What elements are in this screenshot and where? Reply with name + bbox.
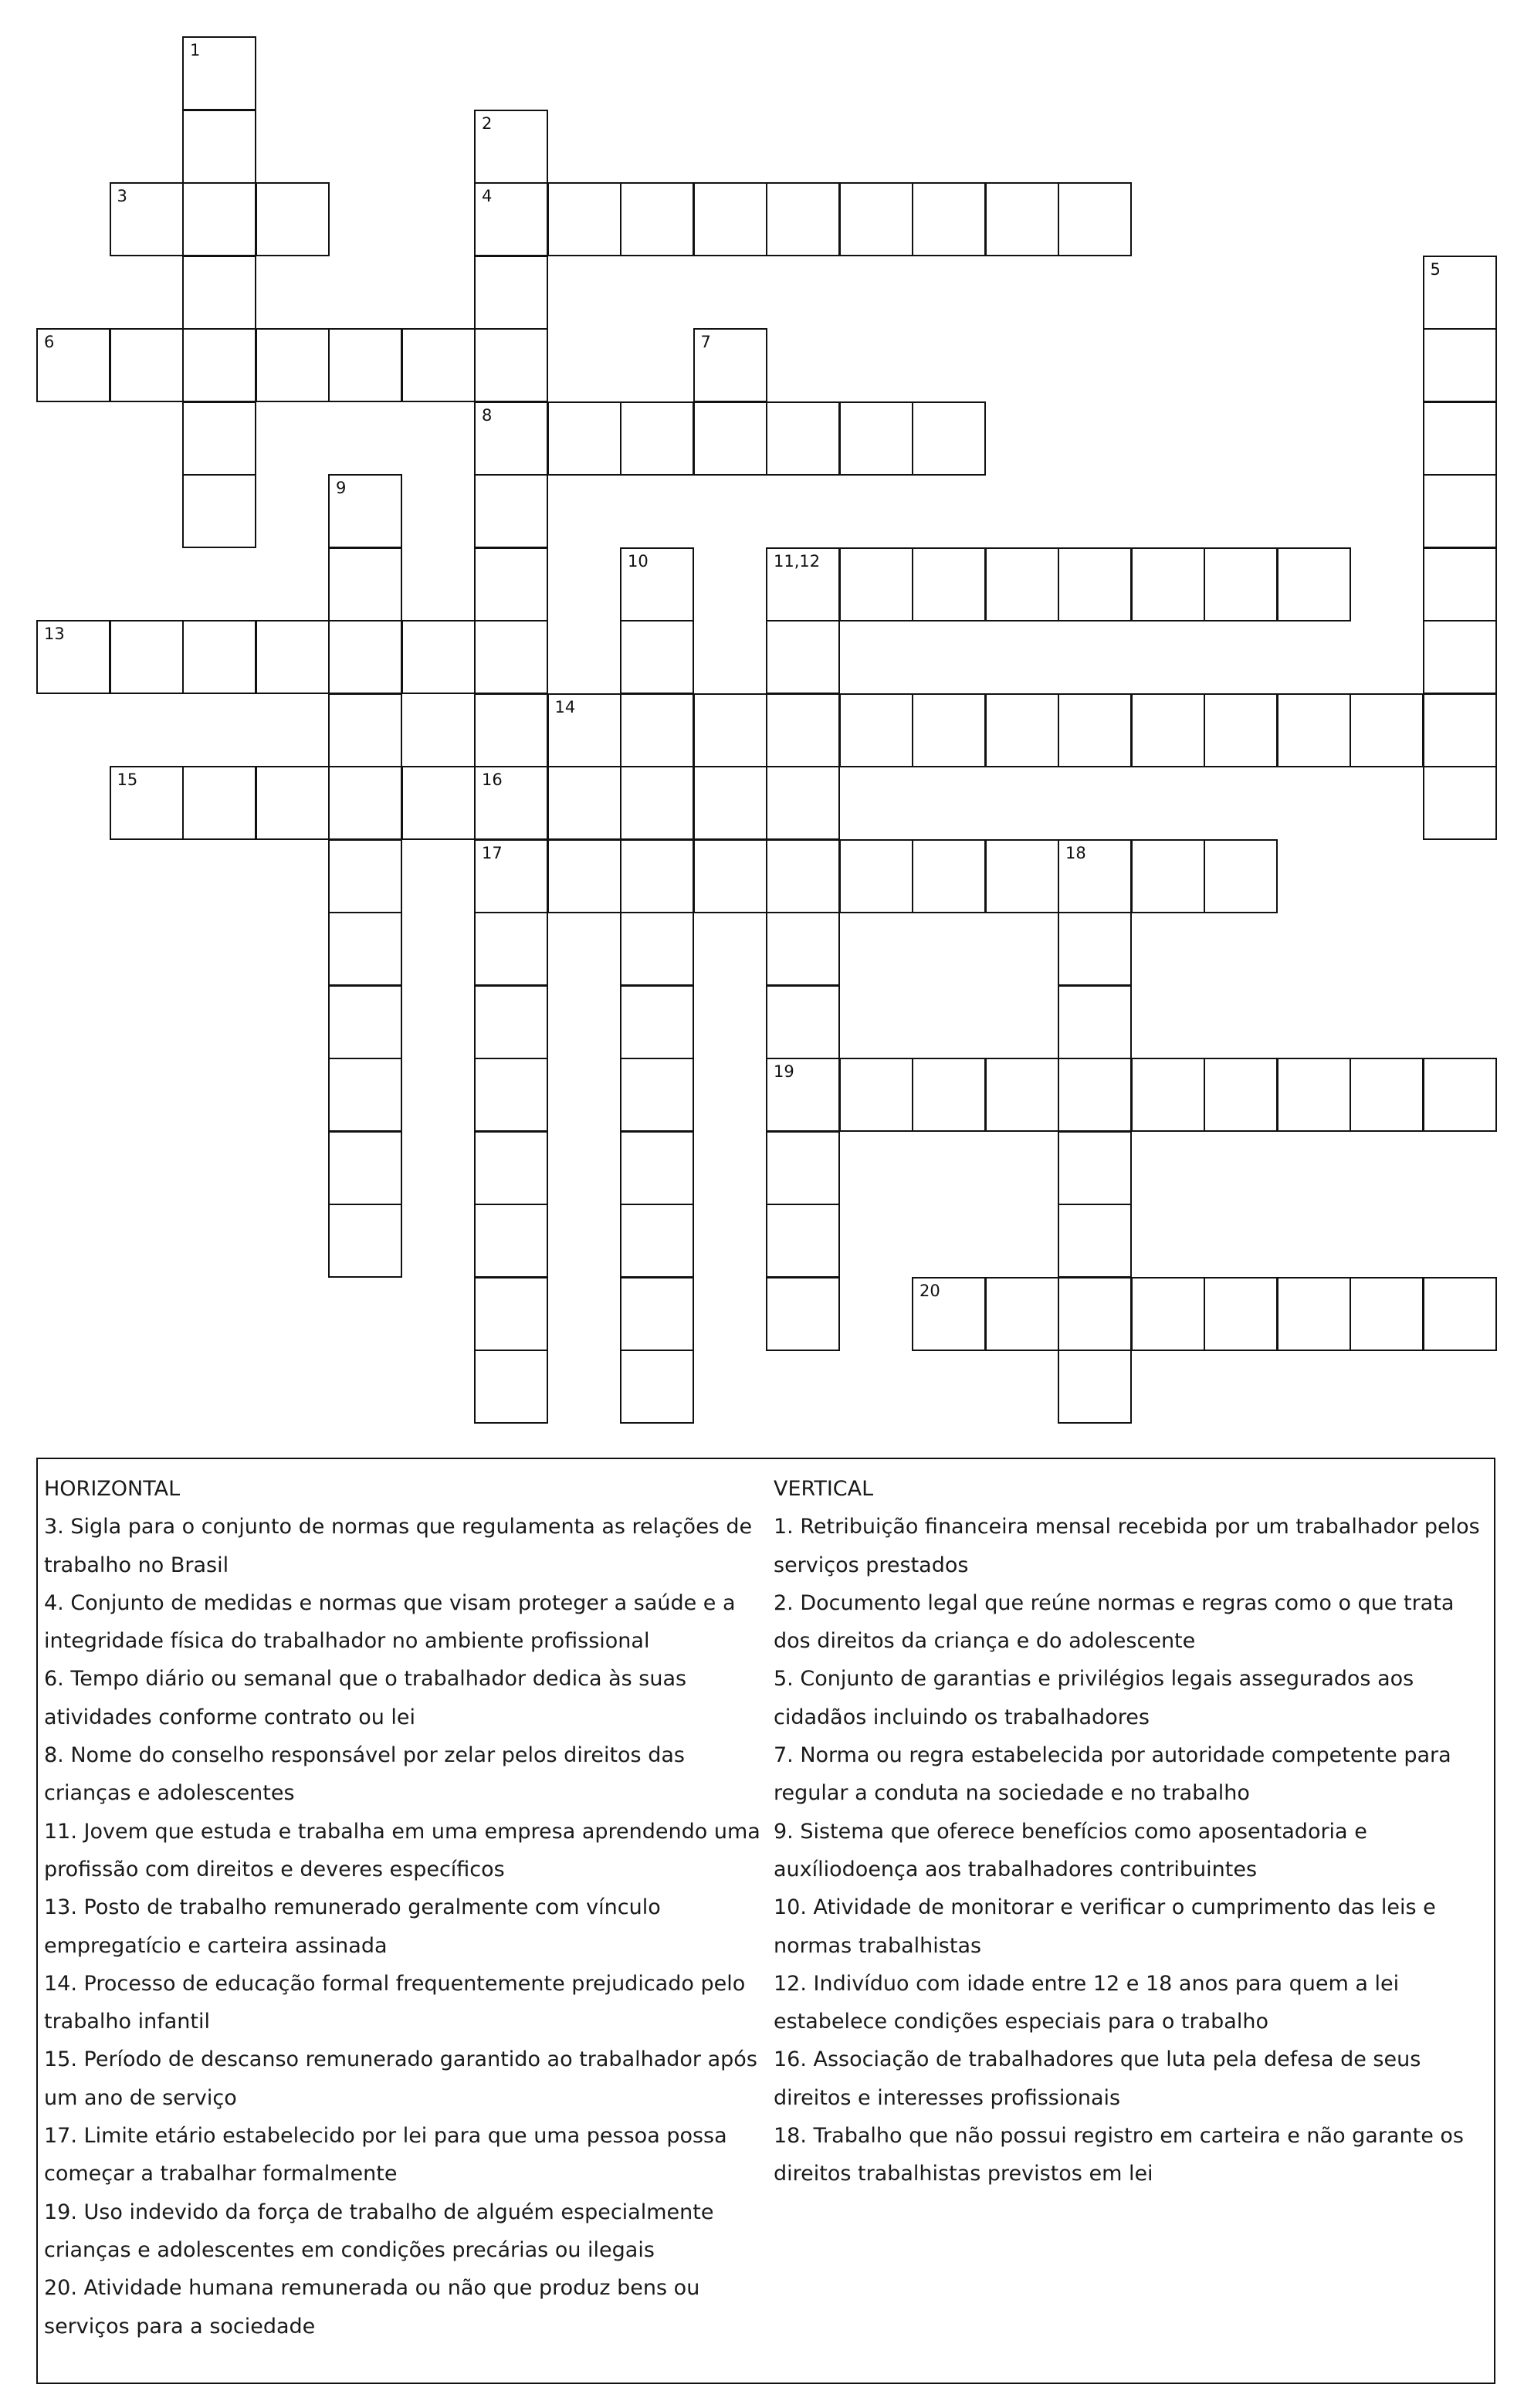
- grid-cell[interactable]: [620, 693, 694, 767]
- grid-cell[interactable]: [912, 839, 986, 913]
- grid-cell[interactable]: [766, 1131, 840, 1205]
- grid-cell[interactable]: [1131, 839, 1205, 913]
- grid-cell[interactable]: [766, 693, 840, 767]
- clue-number: 16: [482, 770, 503, 789]
- clue-v-2: 2. Documento legal que reúne normas e regras como o que trata dos direitos da criança e do adolescente: [774, 1590, 1455, 1654]
- grid-cell[interactable]: [547, 182, 621, 256]
- clue-v-18: 18. Trabalho que não possui registro em carteira e não garante os direitos trabalhistas previstos em lei: [774, 2124, 1464, 2186]
- grid-cell[interactable]: [1423, 693, 1497, 767]
- grid-cell[interactable]: [766, 985, 840, 1059]
- clue-v-5: 5. Conjunto de garantias e privilégios legais assegurados aos cidadãos incluindo os trabalhadores: [774, 1667, 1414, 1729]
- grid-cell[interactable]: [328, 1204, 402, 1278]
- horizontal-heading: HORIZONTAL: [44, 1477, 181, 1501]
- grid-cell[interactable]: [1423, 401, 1497, 476]
- grid-cell[interactable]: [620, 766, 694, 840]
- grid-cell[interactable]: [1131, 1277, 1205, 1351]
- vertical-clues-column: [774, 1470, 1484, 2193]
- grid-cell[interactable]: [1058, 1204, 1132, 1278]
- clue-number: 2: [482, 113, 493, 133]
- grid-cell[interactable]: [766, 912, 840, 986]
- clue-number: 14: [554, 697, 576, 716]
- grid-cell[interactable]: [839, 839, 913, 913]
- grid-cell[interactable]: [985, 1277, 1059, 1351]
- grid-cell[interactable]: [912, 693, 986, 767]
- grid-cell[interactable]: [912, 401, 986, 476]
- clue-number: 19: [774, 1062, 794, 1081]
- grid-cell[interactable]: [912, 182, 986, 256]
- grid-cell[interactable]: [620, 620, 694, 694]
- grid-cell[interactable]: [620, 401, 694, 476]
- clue-h-3: 3. Sigla para o conjunto de normas que regulamenta as relações de trabalho no Brasil: [44, 1515, 753, 1577]
- grid-cell[interactable]: [1058, 1131, 1132, 1205]
- grid-cell[interactable]: [620, 1277, 694, 1351]
- grid-cell[interactable]: [1350, 1058, 1424, 1132]
- grid-cell[interactable]: [474, 1277, 548, 1351]
- grid-cell[interactable]: [839, 182, 913, 256]
- clue-number: 4: [482, 187, 493, 205]
- grid-cell[interactable]: [36, 620, 110, 694]
- grid-cell[interactable]: [1058, 985, 1132, 1059]
- grid-cell[interactable]: [1058, 839, 1132, 913]
- grid-cell[interactable]: [1423, 256, 1497, 330]
- grid-cell[interactable]: [1423, 547, 1497, 621]
- grid-cell[interactable]: [547, 839, 621, 913]
- grid-cell[interactable]: [620, 1350, 694, 1424]
- clue-h-11: 11. Jovem que estuda e trabalha em uma empresa aprendendo uma profissão com direitos e deveres específicos: [44, 1819, 760, 1881]
- grid-cell[interactable]: [474, 1058, 548, 1132]
- grid-cell[interactable]: [1058, 547, 1132, 621]
- grid-cell[interactable]: [1423, 766, 1497, 840]
- grid-cell[interactable]: [328, 1058, 402, 1132]
- clue-v-12: 12. Indivíduo com idade entre 12 e 18 anos para quem a lei estabelece condições especiais para o trabalho: [774, 1971, 1400, 2034]
- grid-cell[interactable]: [110, 182, 184, 256]
- grid-cell[interactable]: [1204, 1058, 1278, 1132]
- grid-cell[interactable]: [1131, 1058, 1205, 1132]
- grid-cell[interactable]: [1277, 1277, 1351, 1351]
- clues-panel: [36, 1458, 1495, 2384]
- grid-cell[interactable]: [766, 620, 840, 694]
- clue-h-14: 14. Processo de educação formal frequentemente prejudicado pelo trabalho infantil: [44, 1971, 746, 2034]
- grid-cell[interactable]: [766, 547, 840, 621]
- grid-cell[interactable]: [839, 693, 913, 767]
- grid-cell[interactable]: [256, 328, 330, 402]
- grid-cell[interactable]: [693, 401, 767, 476]
- clue-number: 3: [117, 187, 127, 205]
- grid-cell[interactable]: [182, 328, 256, 402]
- clue-v-16: 16. Associação de trabalhadores que luta pela defesa de seus direitos e interesses profissionais: [774, 2047, 1421, 2110]
- grid-cell[interactable]: [985, 182, 1059, 256]
- vertical-heading: VERTICAL: [774, 1477, 874, 1501]
- clue-h-15: 15. Período de descanso remunerado garantido ao trabalhador após um ano de serviço: [44, 2047, 757, 2110]
- grid-cell[interactable]: [693, 693, 767, 767]
- grid-cell[interactable]: [1131, 547, 1205, 621]
- grid-cell[interactable]: [1058, 693, 1132, 767]
- grid-cell[interactable]: [401, 328, 476, 402]
- grid-cell[interactable]: [547, 693, 621, 767]
- grid-cell[interactable]: [985, 693, 1059, 767]
- grid-cell[interactable]: [1204, 1277, 1278, 1351]
- grid-cell[interactable]: [1423, 620, 1497, 694]
- grid-cell[interactable]: [912, 547, 986, 621]
- grid-cell[interactable]: [110, 328, 184, 402]
- grid-cell[interactable]: [328, 766, 402, 840]
- grid-cell[interactable]: [1058, 1350, 1132, 1424]
- grid-cell[interactable]: [182, 36, 256, 110]
- grid-cell[interactable]: [110, 620, 184, 694]
- grid-cell[interactable]: [474, 328, 548, 402]
- grid-cell[interactable]: [766, 1277, 840, 1351]
- grid-cell[interactable]: [474, 1131, 548, 1205]
- grid-cell[interactable]: [620, 912, 694, 986]
- clue-h-4: 4. Conjunto de medidas e normas que visam proteger a saúde e a integridade física do trabalhador no ambiente profissional: [44, 1590, 736, 1654]
- grid-cell[interactable]: [474, 1204, 548, 1278]
- grid-cell[interactable]: [36, 328, 110, 402]
- grid-cell[interactable]: [620, 985, 694, 1059]
- grid-cell[interactable]: [474, 839, 548, 913]
- grid-cell[interactable]: [182, 474, 256, 548]
- grid-cell[interactable]: [1350, 693, 1424, 767]
- grid-cell[interactable]: [256, 182, 330, 256]
- grid-cell[interactable]: [839, 401, 913, 476]
- grid-cell[interactable]: [474, 547, 548, 621]
- grid-cell[interactable]: [328, 912, 402, 986]
- grid-cell[interactable]: [1423, 328, 1497, 402]
- grid-cell[interactable]: [474, 401, 548, 476]
- grid-cell[interactable]: [182, 182, 256, 256]
- grid-cell[interactable]: [620, 839, 694, 913]
- grid-cell[interactable]: [766, 766, 840, 840]
- grid-cell[interactable]: [620, 1058, 694, 1132]
- grid-cell[interactable]: [547, 401, 621, 476]
- grid-cell[interactable]: [839, 547, 913, 621]
- clue-number: 15: [117, 770, 138, 789]
- grid-cell[interactable]: [182, 401, 256, 476]
- grid-cell[interactable]: [182, 620, 256, 694]
- grid-cell[interactable]: [1423, 1058, 1497, 1132]
- grid-cell[interactable]: [839, 1058, 913, 1132]
- grid-cell[interactable]: [182, 766, 256, 840]
- grid-cell[interactable]: [474, 693, 548, 767]
- clue-h-13: 13. Posto de trabalho remunerado geralmente com vínculo empregatício e carteira assinada: [44, 1895, 661, 1958]
- grid-cell[interactable]: [474, 110, 548, 184]
- grid-cell[interactable]: [474, 256, 548, 330]
- grid-cell[interactable]: [620, 1131, 694, 1205]
- grid-cell[interactable]: [474, 620, 548, 694]
- grid-cell[interactable]: [620, 182, 694, 256]
- grid-cell[interactable]: [182, 110, 256, 184]
- grid-cell[interactable]: [328, 547, 402, 621]
- grid-cell[interactable]: [474, 474, 548, 548]
- grid-cell[interactable]: [474, 182, 548, 256]
- grid-cell[interactable]: [328, 1131, 402, 1205]
- clue-h-17: 17. Limite etário estabelecido por lei para que uma pessoa possa começar a trabalhar formalmente: [44, 2124, 727, 2186]
- clue-v-1: 1. Retribuição financeira mensal recebida por um trabalhador pelos serviços prestados: [774, 1515, 1480, 1577]
- grid-cell[interactable]: [766, 401, 840, 476]
- grid-cell[interactable]: [985, 839, 1059, 913]
- horizontal-clues-column: [44, 1470, 777, 2345]
- grid-cell[interactable]: [110, 766, 184, 840]
- grid-cell[interactable]: [1058, 182, 1132, 256]
- grid-cell[interactable]: [328, 985, 402, 1059]
- grid-cell[interactable]: [474, 1350, 548, 1424]
- grid-cell[interactable]: [620, 1204, 694, 1278]
- grid-cell[interactable]: [1131, 693, 1205, 767]
- grid-cell[interactable]: [985, 547, 1059, 621]
- clue-number: 11,12: [774, 551, 821, 571]
- grid-cell[interactable]: [401, 766, 476, 840]
- grid-cell[interactable]: [328, 620, 402, 694]
- clue-h-6: 6. Tempo diário ou semanal que o trabalhador dedica às suas atividades conforme contrato ou lei: [44, 1667, 687, 1729]
- grid-cell[interactable]: [256, 766, 330, 840]
- grid-cell[interactable]: [474, 912, 548, 986]
- clue-h-8: 8. Nome do conselho responsável por zelar pelos direitos das crianças e adolescentes: [44, 1743, 685, 1806]
- grid-cell[interactable]: [182, 256, 256, 330]
- grid-cell[interactable]: [766, 182, 840, 256]
- clue-number: 6: [44, 333, 55, 351]
- clue-number: 9: [336, 479, 347, 497]
- grid-cell[interactable]: [693, 839, 767, 913]
- grid-cell[interactable]: [401, 620, 476, 694]
- clue-h-20: 20. Atividade humana remunerada ou não que produz bens ou serviços para a sociedade: [44, 2276, 700, 2339]
- clue-number: 7: [700, 333, 711, 351]
- clue-v-7: 7. Norma ou regra estabelecida por autoridade competente para regular a conduta na sociedade e no trabalho: [774, 1743, 1451, 1806]
- grid-cell[interactable]: [1277, 693, 1351, 767]
- clue-number: 5: [1430, 259, 1441, 279]
- grid-cell[interactable]: [1277, 1058, 1351, 1132]
- grid-cell[interactable]: [1204, 839, 1278, 913]
- grid-cell[interactable]: [256, 620, 330, 694]
- clue-v-10: 10. Atividade de monitorar e verificar o cumprimento das leis e normas trabalhistas: [774, 1895, 1436, 1958]
- grid-cell[interactable]: [693, 766, 767, 840]
- grid-cell[interactable]: [328, 693, 402, 767]
- clue-h-19: 19. Uso indevido da força de trabalho de alguém especialmente crianças e adolescentes em condições precárias ou ilegais: [44, 2200, 714, 2262]
- grid-cell[interactable]: [693, 182, 767, 256]
- clue-number: 1: [190, 41, 201, 59]
- grid-cell[interactable]: [328, 839, 402, 913]
- grid-cell[interactable]: [912, 1058, 986, 1132]
- clue-number: 18: [1065, 843, 1086, 862]
- clue-v-9: 9. Sistema que oferece benefícios como aposentadoria e auxíliodoença aos trabalhadores contribuintes: [774, 1819, 1367, 1881]
- grid-cell[interactable]: [766, 1204, 840, 1278]
- grid-cell[interactable]: [1204, 693, 1278, 767]
- grid-cell[interactable]: [1058, 1058, 1132, 1132]
- grid-cell[interactable]: [1350, 1277, 1424, 1351]
- clue-number: 13: [44, 625, 65, 643]
- grid-cell[interactable]: [620, 547, 694, 621]
- grid-cell[interactable]: [766, 839, 840, 913]
- grid-cell[interactable]: [693, 328, 767, 402]
- grid-cell[interactable]: [912, 1277, 986, 1351]
- grid-cell[interactable]: [474, 766, 548, 840]
- grid-cell[interactable]: [328, 474, 402, 548]
- clue-number: 17: [482, 843, 503, 862]
- clue-number: 20: [919, 1281, 940, 1300]
- grid-cell[interactable]: [766, 1058, 840, 1132]
- clue-number: 10: [628, 551, 649, 571]
- grid-cell[interactable]: [1277, 547, 1351, 621]
- grid-cell[interactable]: [547, 766, 621, 840]
- grid-cell[interactable]: [328, 328, 402, 402]
- grid-cell[interactable]: [1204, 547, 1278, 621]
- grid-cell[interactable]: [1058, 1277, 1132, 1351]
- grid-cell[interactable]: [1058, 912, 1132, 986]
- clue-number: 8: [482, 405, 493, 425]
- grid-cell[interactable]: [1423, 1277, 1497, 1351]
- grid-cell[interactable]: [1423, 474, 1497, 548]
- grid-cell[interactable]: [985, 1058, 1059, 1132]
- grid-cell[interactable]: [474, 985, 548, 1059]
